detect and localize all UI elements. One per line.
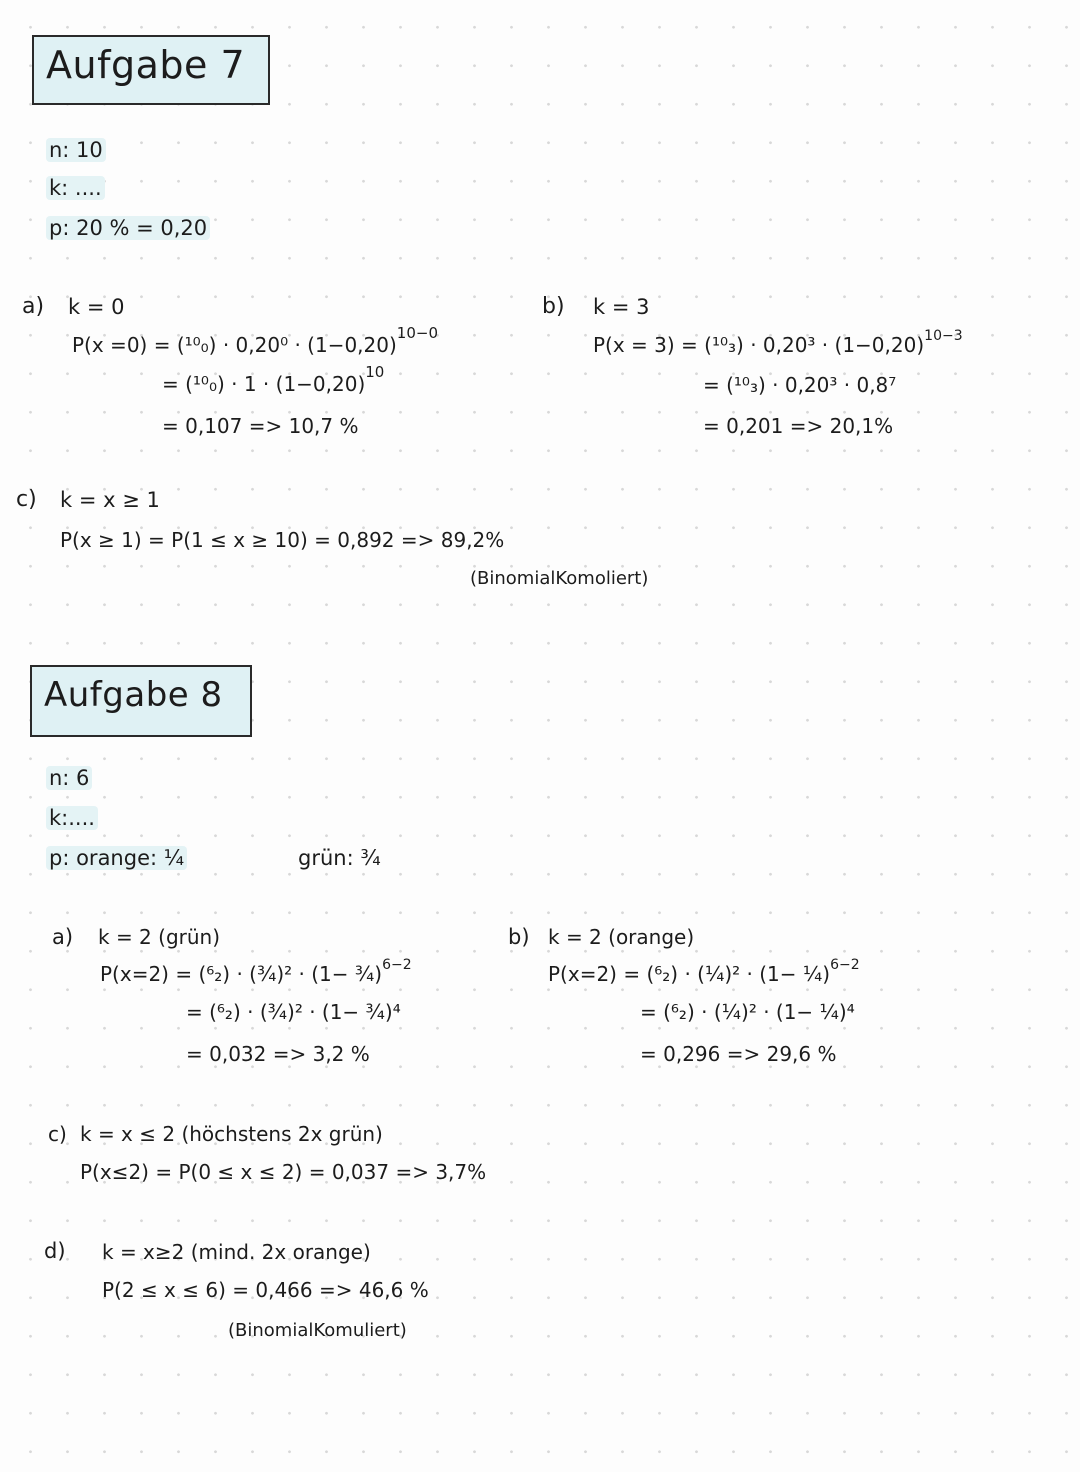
a7-c-label: c) [16, 487, 37, 512]
aufgabe7-title: Aufgabe 7 [46, 43, 246, 87]
aufgabe7-title-box [32, 35, 270, 105]
aufgabe8-title-box [30, 665, 252, 737]
a8-b-k-line: k = 2 (orange) [548, 925, 695, 949]
a8-given-p-gruen: grün: ¾ [298, 846, 381, 870]
a8-a-label: a) [52, 925, 74, 949]
a8-c-line1: P(x≤2) = P(0 ≤ x ≤ 2) = 0,037 => 3,7% [80, 1160, 487, 1184]
a7-c-k-line: k = x ≥ 1 [60, 488, 160, 512]
a7-b-line3: = 0,201 => 20,1% [703, 414, 894, 438]
a8-a-line3: = 0,032 => 3,2 % [186, 1042, 370, 1066]
a8-d-note: (BinomialKomuliert) [228, 1320, 407, 1341]
a7-given-n: n: 10 [46, 138, 106, 162]
a8-d-label: d) [44, 1239, 66, 1263]
a8-b-line3: = 0,296 => 29,6 % [640, 1042, 837, 1066]
a7-c-note: (BinomialKomoliert) [470, 568, 649, 589]
a7-c-line1: P(x ≥ 1) = P(1 ≤ x ≥ 10) = 0,892 => 89,2% [60, 528, 505, 552]
a8-b-line2: = (⁶₂) · (¼)² · (1− ¼)⁴ [640, 1000, 855, 1024]
a8-given-k: k:.... [46, 806, 98, 830]
a7-a-line3: = 0,107 => 10,7 % [162, 414, 359, 438]
a8-given-p-orange: p: orange: ¼ [46, 846, 187, 870]
a7-given-p: p: 20 % = 0,20 [46, 216, 210, 240]
a7-given-k: k: .... [46, 176, 105, 200]
a8-b-label: b) [508, 925, 530, 949]
a7-a-line1: $P(x =0) = (^{10}_0) \cdot 0,20^0 \cdot (1-0,20)^{10-0}$ [72, 324, 438, 357]
a7-a-k-line: k = 0 [68, 295, 125, 319]
a7-a-label: a) [22, 294, 45, 319]
a8-given-n: n: 6 [46, 766, 92, 790]
a8-d-line1: P(2 ≤ x ≤ 6) = 0,466 => 46,6 % [102, 1278, 429, 1302]
a8-d-k-line: k = x≥2 (mind. 2x orange) [102, 1240, 371, 1264]
a8-b-line1: P(x=2) = (⁶₂) · (¼)² · (1− ¼)$^{6-2}$ [548, 957, 860, 986]
a7-b-line1: $P(x = 3) = (^{10}_3) \cdot 0,20^3 \cdot (1-0,20)^{10-3}$ [593, 328, 963, 357]
a8-a-line1: P(x=2) = (⁶₂) · (¾)² · (1− ¾)$^{6-2}$ [100, 957, 412, 986]
a7-b-label: b) [542, 294, 565, 319]
a7-b-k-line: k = 3 [593, 295, 650, 319]
aufgabe8-title: Aufgabe 8 [44, 675, 223, 715]
a8-a-line2: = (⁶₂) · (¾)² · (1− ¾)⁴ [186, 1000, 401, 1024]
a8-a-k-line: k = 2 (grün) [98, 925, 221, 949]
a8-c-k-line: k = x ≤ 2 (höchstens 2x grün) [80, 1122, 383, 1146]
a7-b-line2: = (¹⁰₃) · 0,20³ · 0,8⁷ [703, 373, 897, 397]
a7-a-line2: = $(^{10}_0) \cdot 1 \cdot (1-0,20)^{10}$ [162, 363, 385, 396]
a8-c-label: c) [48, 1122, 67, 1146]
